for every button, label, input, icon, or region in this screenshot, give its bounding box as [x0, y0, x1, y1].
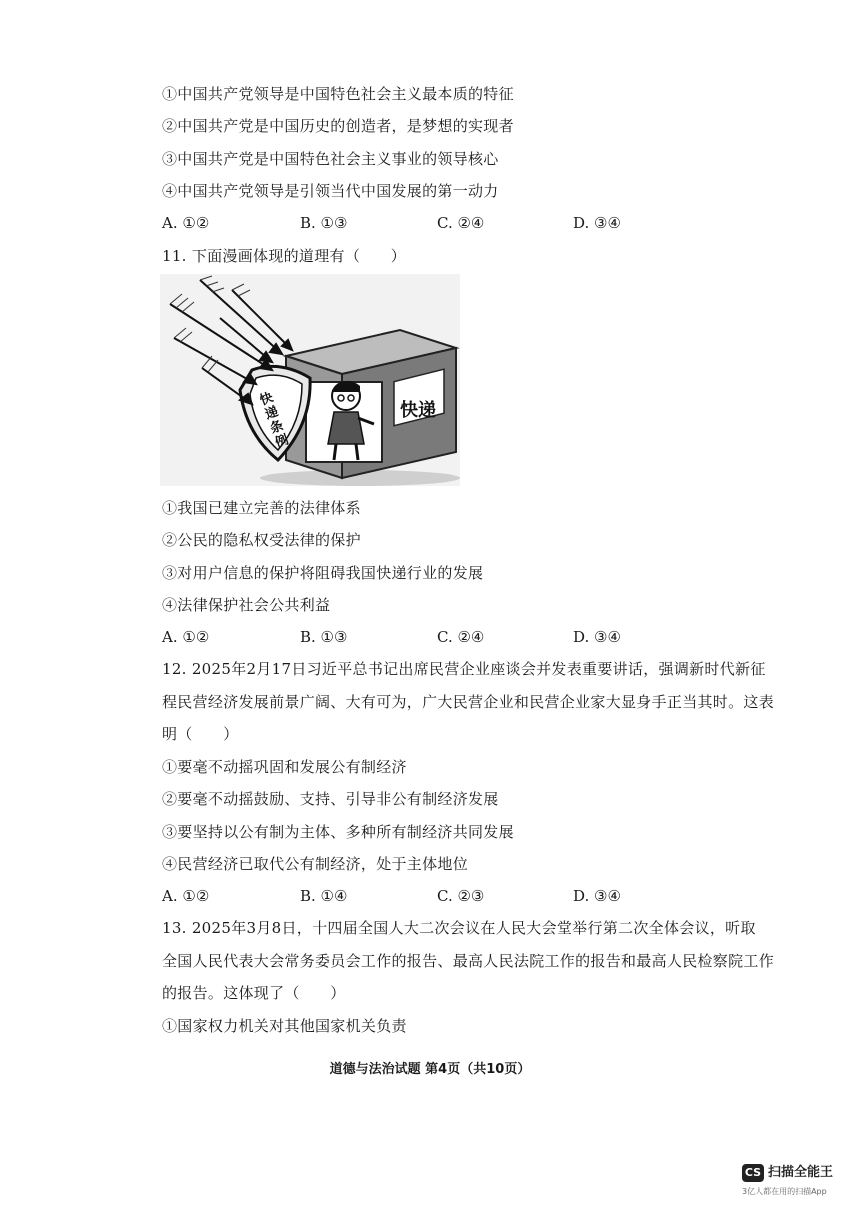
watermark-tagline: 3亿人都在用的扫描App	[742, 1187, 827, 1196]
q10-option-b: B. ①③	[300, 214, 348, 232]
q11-statement-2: ②公民的隐私权受法律的保护	[162, 531, 361, 549]
shield-label: 快递条例	[258, 390, 291, 451]
q12-option-c: C. ②③	[437, 887, 485, 905]
q11-option-b: B. ①③	[300, 628, 348, 646]
q12-option-d: D. ③④	[573, 887, 621, 905]
q10-option-c: C. ②④	[437, 214, 485, 232]
q12-stem-line-1: 12. 2025年2月17日习近平总书记出席民营企业座谈会并发表重要讲话，强调新时代新征	[162, 660, 766, 678]
q12-statement-3: ③要坚持以公有制为主体、多种所有制经济共同发展	[162, 823, 514, 841]
scanner-watermark	[742, 1164, 852, 1204]
q13-stem-line-2: 全国人民代表大会常务委员会工作的报告、最高人民法院工作的报告和最高人民检察院工作	[162, 952, 775, 970]
q11-option-a: A. ①②	[162, 628, 210, 646]
q10-statement-2: ②中国共产党是中国历史的创造者，是梦想的实现者	[162, 117, 514, 135]
q10-option-a: A. ①②	[162, 214, 210, 232]
q10-statement-4: ④中国共产党领导是引领当代中国发展的第一动力	[162, 182, 499, 200]
q13-stem-line-1: 13. 2025年3月8日，十四届全国人大二次会议在人民大会堂举行第二次全体会议，听取	[162, 919, 756, 937]
q11-statement-4: ④法律保护社会公共利益	[162, 596, 331, 614]
express-box-icon	[286, 330, 456, 478]
q11-option-d: D. ③④	[573, 628, 621, 646]
box-label: 快递	[400, 400, 436, 421]
q12-option-a: A. ①②	[162, 887, 210, 905]
page-footer: 道德与法治试题 第4页（共10页）	[329, 1062, 531, 1077]
q12-statement-4: ④民营经济已取代公有制经济，处于主体地位	[162, 855, 469, 873]
q12-stem-line-3: 明（ ）	[162, 725, 239, 743]
q11-cartoon	[160, 274, 460, 486]
q13-statement-1: ①国家权力机关对其他国家机关负责	[162, 1017, 407, 1035]
q12-stem-line-2: 程民营经济发展前景广阔、大有可为，广大民营企业和民营企业家大显身手正当其时。这表	[162, 693, 775, 711]
q12-option-b: B. ①④	[300, 887, 348, 905]
q11-stem: 11. 下面漫画体现的道理有（ ）	[162, 247, 407, 265]
q11-statement-3: ③对用户信息的保护将阻碍我国快递行业的发展	[162, 564, 484, 582]
watermark-name: 扫描全能王	[768, 1165, 834, 1180]
q10-statement-3: ③中国共产党是中国特色社会主义事业的领导核心	[162, 150, 499, 168]
q11-statement-1: ①我国已建立完善的法律体系	[162, 499, 361, 517]
camscanner-logo-icon: CS	[742, 1164, 764, 1182]
q12-statement-2: ②要毫不动摇鼓励、支持、引导非公有制经济发展	[162, 790, 499, 808]
q10-option-d: D. ③④	[573, 214, 621, 232]
q11-option-c: C. ②④	[437, 628, 485, 646]
q13-stem-line-3: 的报告。这体现了（ ）	[162, 984, 346, 1002]
q12-statement-1: ①要毫不动摇巩固和发展公有制经济	[162, 758, 407, 776]
q10-statement-1: ①中国共产党领导是中国特色社会主义最本质的特征	[162, 85, 514, 103]
